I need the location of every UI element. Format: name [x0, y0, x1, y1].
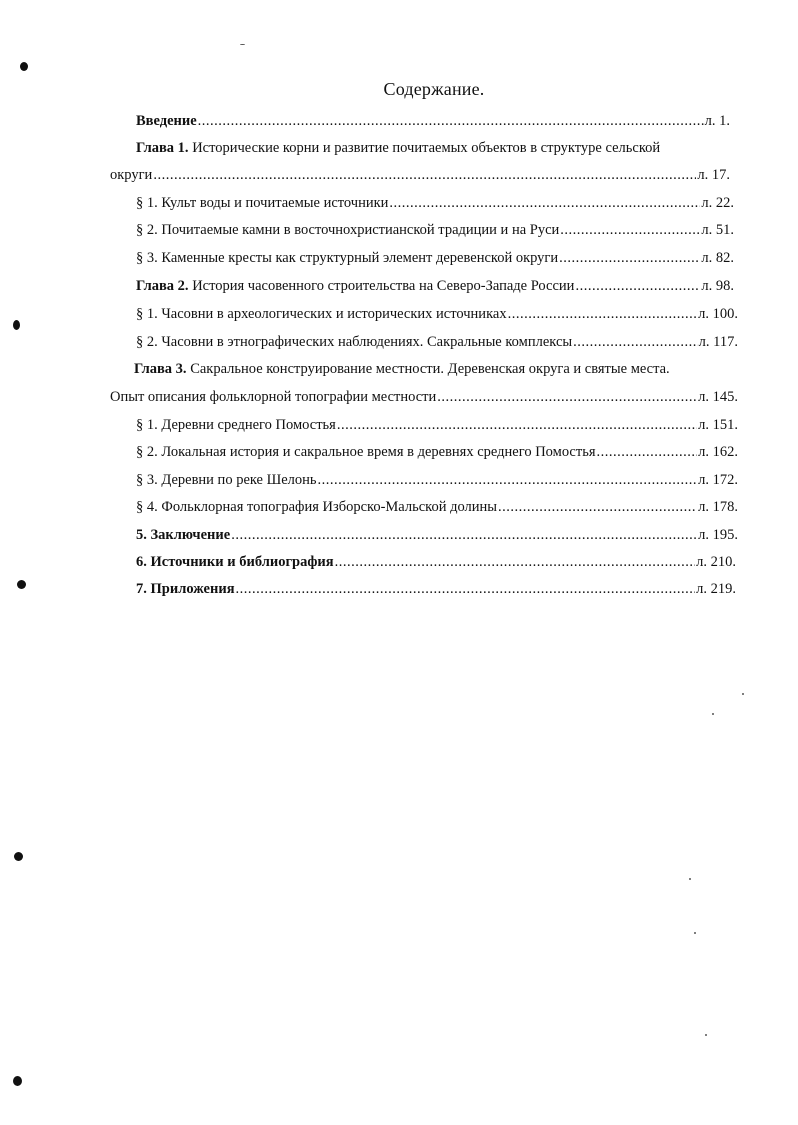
scan-speck: [742, 693, 744, 695]
page-ref: л. 17.: [697, 167, 730, 183]
dot-leader: [231, 526, 697, 544]
toc-entry-introduction: [136, 112, 730, 130]
toc-entry-ch3-sec3: [136, 471, 738, 489]
dot-leader: [153, 166, 696, 184]
toc-entry-chapter-1-line2: [110, 166, 730, 184]
page-ref: л. 172.: [698, 472, 738, 488]
toc-entry-sources: [136, 553, 736, 571]
page-ref: л. 151.: [698, 417, 738, 433]
dot-leader: [560, 221, 700, 239]
entry-label: § 3. Деревни по реке Шелонь: [136, 472, 317, 488]
page-ref: л. 22.: [701, 195, 734, 211]
punch-hole-mark: [17, 580, 26, 589]
dot-leader: [498, 498, 697, 516]
entry-label: § 1. Часовни в археологических и исторических источниках: [136, 306, 507, 322]
toc-entry-appendices: [136, 580, 736, 598]
entry-label: § 2. Локальная история и сакральное время в деревнях среднего Помостья: [136, 444, 596, 460]
toc-entry-ch1-sec3: [136, 249, 734, 267]
toc-entry-chapter-2: [136, 277, 734, 295]
dot-leader: [389, 194, 700, 212]
entry-label: 5. Заключение: [136, 527, 231, 543]
scan-speck: [712, 713, 714, 715]
entry-text: История часовенного строительства на Северо-Западе России: [188, 278, 575, 294]
dot-leader: [437, 388, 697, 406]
page-ref: л. 145.: [698, 389, 738, 405]
dot-leader: [573, 333, 698, 351]
toc-entry-ch3-sec2: [136, 443, 738, 461]
toc-entry-ch2-sec2: [136, 333, 738, 351]
toc-entry-ch1-sec2: [136, 221, 734, 239]
dot-leader: [198, 112, 704, 130]
page-ref: л. 195.: [698, 527, 738, 543]
toc-entry-ch3-sec4: [136, 498, 738, 516]
scan-speck: [705, 1034, 707, 1036]
entry-label: § 2. Часовни в этнографических наблюдениях. Сакральные комплексы: [136, 334, 573, 350]
dot-leader: [236, 580, 696, 598]
page-ref: л. 51.: [701, 222, 734, 238]
dot-leader: [596, 443, 697, 461]
entry-label: Введение: [136, 113, 197, 129]
toc-entry-chapter-1-line1: [136, 139, 730, 157]
punch-hole-mark: [14, 852, 23, 861]
page-ref: л. 117.: [698, 334, 738, 350]
entry-label: Глава 3.: [134, 361, 187, 377]
toc-entry-ch2-sec1: [136, 305, 738, 323]
page-ref: л. 178.: [698, 499, 738, 515]
entry-label: 6. Источники и библиография: [136, 554, 334, 570]
entry-label: § 2. Почитаемые камни в восточнохристианской традиции и на Руси: [136, 222, 560, 238]
toc-title: Содержание.: [383, 79, 485, 99]
entry-text: округи: [110, 167, 153, 183]
entry-label: 7. Приложения: [136, 581, 235, 597]
entry-label: § 4. Фольклорная топография Изборско-Мальской долины: [136, 499, 498, 515]
entry-label: § 1. Деревни среднего Помостья: [136, 417, 336, 433]
punch-hole-mark: [13, 1076, 22, 1086]
toc-entry-chapter-3-line1: [134, 360, 738, 378]
entry-label: § 3. Каменные кресты как структурный элемент деревенской округи: [136, 250, 559, 266]
entry-label: Глава 2.: [136, 278, 189, 294]
page-ref: л. 82.: [701, 250, 734, 266]
entry-label: § 1. Культ воды и почитаемые источники: [136, 195, 389, 211]
dot-leader: [335, 553, 696, 571]
scan-speck: [689, 878, 691, 880]
dot-leader: [575, 277, 700, 295]
page-ref: л. 219.: [696, 581, 736, 597]
dot-leader: [559, 249, 700, 267]
toc-entry-conclusion: [136, 526, 738, 544]
dot-leader: [337, 416, 697, 434]
page-ref: л. 98.: [701, 278, 734, 294]
page-ref: л. 1.: [704, 113, 730, 129]
entry-text: Исторические корни и развитие почитаемых объектов в структуре сельской: [188, 140, 661, 156]
toc-entry-ch3-sec1: [136, 416, 738, 434]
punch-hole-mark: [13, 320, 20, 330]
dot-leader: [318, 471, 698, 489]
entry-text: Сакральное конструирование местности. Деревенская округа и святые места.: [186, 361, 670, 377]
scan-speck: [694, 932, 696, 934]
page-ref: л. 162.: [698, 444, 738, 460]
page-ref: л. 210.: [696, 554, 736, 570]
dot-leader: [508, 305, 698, 323]
toc-entry-chapter-3-line2: [110, 388, 738, 406]
toc-entry-ch1-sec1: [136, 194, 734, 212]
scan-speck: [240, 44, 245, 45]
entry-label: Глава 1.: [136, 140, 189, 156]
punch-hole-mark: [20, 62, 28, 71]
entry-text: Опыт описания фольклорной топографии местности: [110, 389, 437, 405]
page-ref: л. 100.: [698, 306, 738, 322]
